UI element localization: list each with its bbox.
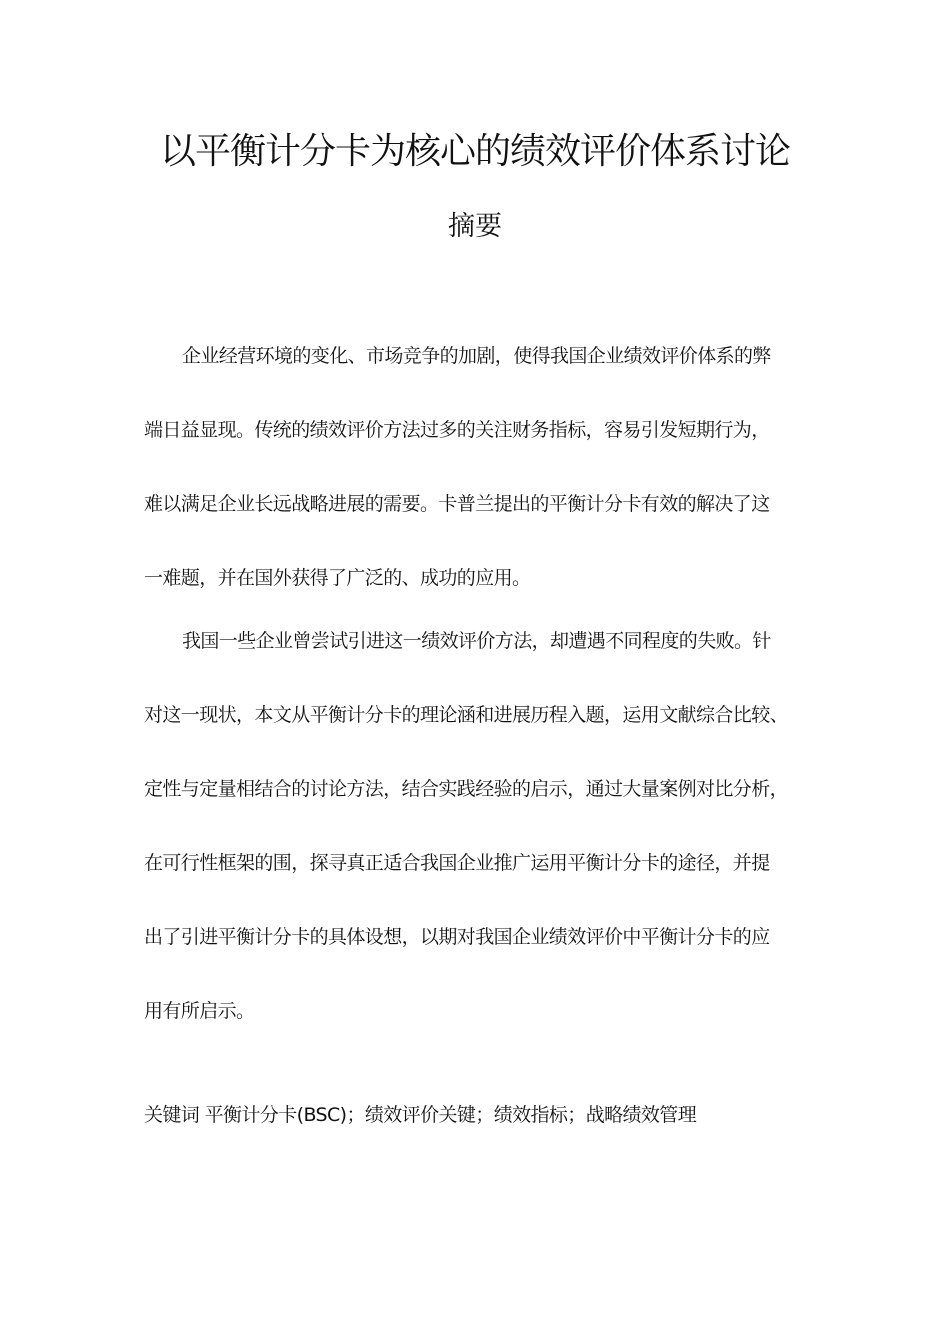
paragraph-line: 一难题，并在国外获得了广泛的、成功的应用。	[144, 567, 531, 589]
paragraph-line: 在可行性框架的围，探寻真正适合我国企业推广运用平衡计分卡的途径，并提	[144, 852, 770, 874]
keywords-line: 关键词 平衡计分卡(BSC)；绩效评价关键；绩效指标；战略绩效管理	[144, 1104, 697, 1126]
paragraph-line: 定性与定量相结合的讨论方法，结合实践经验的启示，通过大量案例对比分析，	[144, 778, 789, 800]
abstract-paragraph-1	[144, 338, 820, 634]
paragraph-line: 出了引进平衡计分卡的具体设想，以期对我国企业绩效评价中平衡计分卡的应	[144, 926, 770, 948]
paragraph-line: 对这一现状，本文从平衡计分卡的理论涵和进展历程入题，运用文献综合比较、	[144, 704, 789, 726]
abstract-heading: 摘要	[448, 211, 502, 242]
paragraph-line: 我国一些企业曾尝试引进这一绩效评价方法，却遭遇不同程度的失败。针	[182, 630, 771, 652]
paragraph-line: 端日益显现。传统的绩效评价方法过多的关注财务指标，容易引发短期行为，	[144, 419, 770, 441]
paragraph-line: 用有所启示。	[144, 1000, 255, 1022]
paragraph-line: 难以满足企业长远战略进展的需要。卡普兰提出的平衡计分卡有效的解决了这	[144, 493, 770, 515]
document-title: 以平衡计分卡为核心的绩效评价体系讨论	[159, 131, 790, 172]
paragraph-line: 企业经营环境的变化、市场竞争的加剧，使得我国企业绩效评价体系的弊	[182, 345, 771, 367]
abstract-paragraph-2	[144, 623, 820, 1067]
